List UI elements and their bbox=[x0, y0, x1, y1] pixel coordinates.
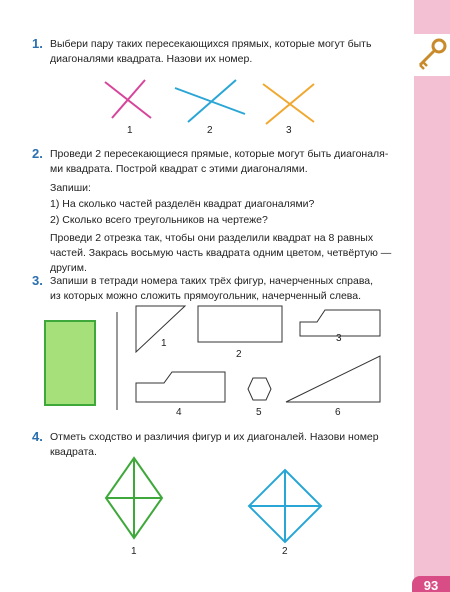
shape-label-1: 1 bbox=[131, 546, 137, 557]
task-2-question-1: 1) На сколько частей разделён квадрат диагоналями? bbox=[50, 198, 315, 210]
task-3-number: 3. bbox=[32, 273, 43, 288]
task-4-line-1: Отметь сходство и различия фигур и их диагоналей. Назови номер bbox=[50, 431, 379, 443]
label-1: 1 bbox=[127, 125, 133, 136]
task-2-extra-3: другим. bbox=[50, 262, 87, 274]
task-1-number: 1. bbox=[32, 36, 43, 51]
task-3-line-2: из которых можно сложить прямоугольник, начерченный слева. bbox=[50, 290, 362, 302]
task-2-extra-1: Проведи 2 отрезка так, чтобы они разделили квадрат на 8 равных bbox=[50, 232, 374, 244]
label-2: 2 bbox=[207, 125, 213, 136]
fig-label-3: 3 bbox=[336, 333, 342, 344]
task-1-line-1: Выбери пару таких пересекающихся прямых, которые могут быть bbox=[50, 38, 372, 50]
task-2-number: 2. bbox=[32, 146, 43, 161]
shape-label-2: 2 bbox=[282, 546, 288, 557]
fig-label-2: 2 bbox=[236, 349, 242, 360]
task-4-line-2: квадрата. bbox=[50, 446, 97, 458]
fig-label-1: 1 bbox=[161, 338, 167, 349]
task-2-write: Запиши: bbox=[50, 182, 91, 194]
task-4-number: 4. bbox=[32, 429, 43, 444]
fig-label-5: 5 bbox=[256, 407, 262, 418]
fig-label-4: 4 bbox=[176, 407, 182, 418]
task-2-question-2: 2) Сколько всего треугольников на чертеже? bbox=[50, 214, 268, 226]
square-2 bbox=[249, 470, 321, 542]
page-number: 93 bbox=[412, 576, 450, 592]
task-2-extra-2: частей. Закрась восьмую часть квадрата одним цветом, четвёртую — bbox=[50, 247, 392, 259]
task-2-line-2: ми квадрата. Построй квадрат с этими диагоналями. bbox=[50, 163, 308, 175]
task-2-line-1: Проведи 2 пересекающиеся прямые, которые могут быть диагоналя- bbox=[50, 148, 389, 160]
label-3: 3 bbox=[286, 125, 292, 136]
fig-label-6: 6 bbox=[335, 407, 341, 418]
rhombus-1 bbox=[106, 458, 162, 538]
task-3-line-1: Запиши в тетради номера таких трёх фигур, начерченных справа, bbox=[50, 275, 374, 287]
task-1-line-2: диагоналями квадрата. Назови их номер. bbox=[50, 53, 253, 65]
